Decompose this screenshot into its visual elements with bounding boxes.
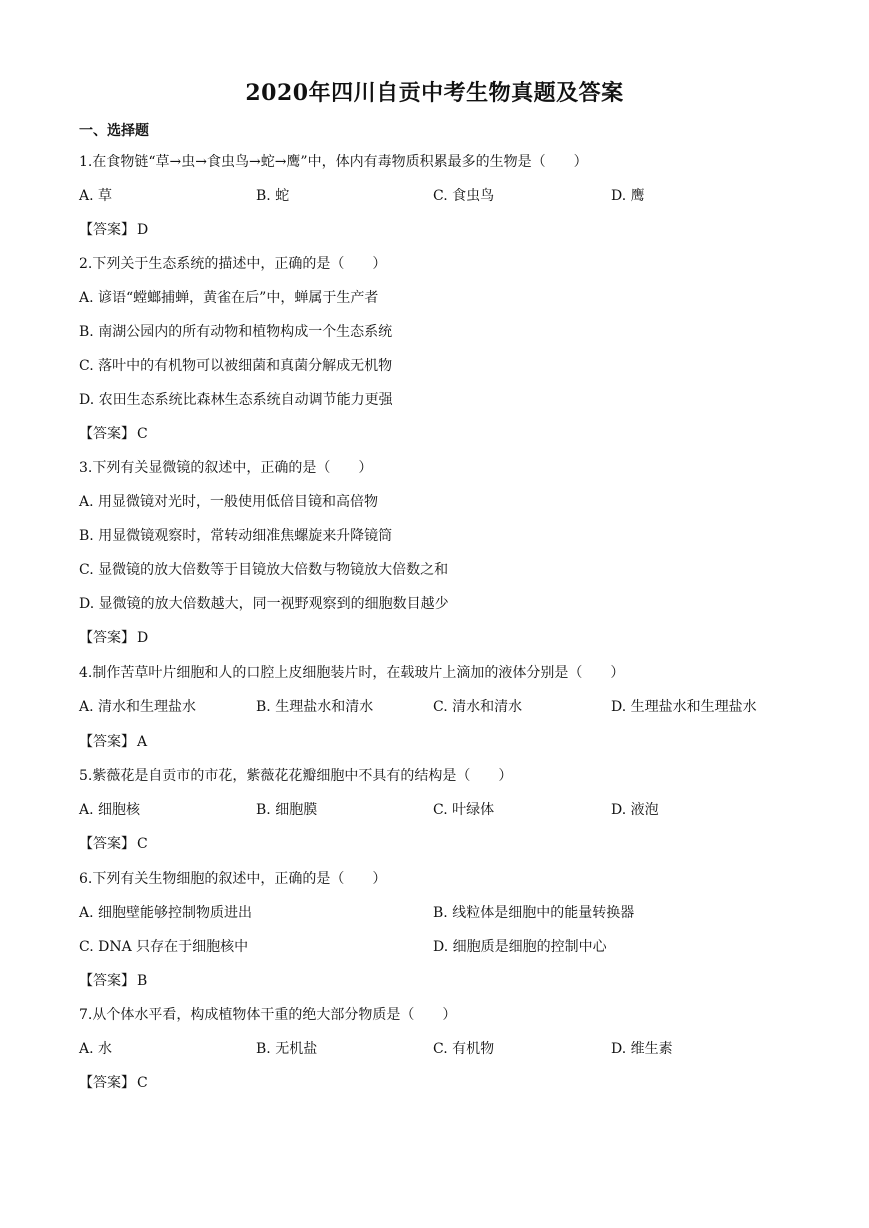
- question-2-answer: [79, 424, 148, 444]
- question-5-option-a: A. 细胞核: [79, 802, 141, 818]
- answer-label: 【答案】: [79, 426, 135, 442]
- answer-value: A: [137, 734, 148, 750]
- answer-value: C: [137, 426, 148, 442]
- answer-label: 【答案】: [79, 836, 135, 852]
- answer-value: C: [137, 1075, 148, 1091]
- question-3-option-b: B. 用显微镜观察时，常转动细准焦螺旋来升降镜筒: [79, 528, 393, 544]
- question-1-option-d: D. 鹰: [611, 188, 645, 204]
- question-5-stem: 5.紫薇花是自贡市的市花，紫薇花花瓣细胞中不具有的结构是（ ）: [79, 768, 513, 784]
- question-4-option-b: B. 生理盐水和清水: [256, 699, 374, 715]
- answer-label: 【答案】: [79, 973, 135, 989]
- question-2-option-c: C. 落叶中的有机物可以被细菌和真菌分解成无机物: [79, 358, 393, 374]
- question-6-option-a: A. 细胞壁能够控制物质进出: [79, 905, 253, 921]
- question-4-option-a: A. 清水和生理盐水: [79, 699, 197, 715]
- question-7-option-c: C. 有机物: [433, 1041, 495, 1057]
- question-1-option-a: A. 草: [79, 188, 113, 204]
- question-3-answer: [79, 628, 148, 648]
- answer-value: B: [137, 973, 148, 989]
- question-2-stem: 2.下列关于生态系统的描述中，正确的是（ ）: [79, 256, 387, 272]
- document-title: 2020年四川自贡中考生物真题及答案: [245, 80, 624, 106]
- question-2-option-d: D. 农田生态系统比森林生态系统自动调节能力更强: [79, 392, 393, 408]
- question-7-option-b: B. 无机盐: [256, 1041, 318, 1057]
- question-1-option-b: B. 蛇: [256, 188, 290, 204]
- answer-label: 【答案】: [79, 1075, 135, 1091]
- question-6-answer: [79, 971, 147, 991]
- question-2-option-a: A. 谚语“螳螂捕蝉，黄雀在后”中，蝉属于生产者: [79, 290, 379, 306]
- answer-value: D: [137, 630, 149, 646]
- question-7-option-a: A. 水: [79, 1041, 113, 1057]
- answer-value: C: [137, 836, 148, 852]
- question-4-option-c: C. 清水和清水: [433, 699, 523, 715]
- question-7-stem: 7.从个体水平看，构成植物体干重的绝大部分物质是（ ）: [79, 1007, 457, 1023]
- question-6-option-c: C. DNA 只存在于细胞核中: [79, 939, 249, 955]
- answer-label: 【答案】: [79, 630, 135, 646]
- question-3-stem: 3.下列有关显微镜的叙述中，正确的是（ ）: [79, 460, 373, 476]
- question-5-option-b: B. 细胞膜: [256, 802, 318, 818]
- question-2-option-b: B. 南湖公园内的所有动物和植物构成一个生态系统: [79, 324, 393, 340]
- question-7-answer: [79, 1073, 148, 1093]
- question-3-option-d: D. 显微镜的放大倍数越大，同一视野观察到的细胞数目越少: [79, 596, 449, 612]
- answer-value: D: [137, 222, 149, 238]
- question-6-option-d: D. 细胞质是细胞的控制中心: [433, 939, 607, 955]
- section-heading: 一、选择题: [79, 123, 149, 139]
- question-5-option-c: C. 叶绿体: [433, 802, 495, 818]
- question-6-stem: 6.下列有关生物细胞的叙述中，正确的是（ ）: [79, 871, 387, 887]
- answer-label: 【答案】: [79, 222, 135, 238]
- question-6-option-b: B. 线粒体是细胞中的能量转换器: [433, 905, 635, 921]
- question-3-option-a: A. 用显微镜对光时，一般使用低倍目镜和高倍物: [79, 494, 379, 510]
- answer-label: 【答案】: [79, 734, 135, 750]
- question-4-answer: [79, 732, 147, 752]
- question-7-option-d: D. 维生素: [611, 1041, 673, 1057]
- question-3-option-c: C. 显微镜的放大倍数等于目镜放大倍数与物镜放大倍数之和: [79, 562, 449, 578]
- question-4-option-d: D. 生理盐水和生理盐水: [611, 699, 757, 715]
- question-5-option-d: D. 液泡: [611, 802, 659, 818]
- question-1-option-c: C. 食虫鸟: [433, 188, 495, 204]
- question-5-answer: [79, 834, 148, 854]
- question-1-answer: [79, 220, 148, 240]
- question-1-stem: 1.在食物链“草→虫→食虫鸟→蛇→鹰”中，体内有毒物质积累最多的生物是（ ）: [79, 154, 588, 170]
- question-4-stem: 4.制作苦草叶片细胞和人的口腔上皮细胞装片时，在载玻片上滴加的液体分别是（ ）: [79, 665, 625, 681]
